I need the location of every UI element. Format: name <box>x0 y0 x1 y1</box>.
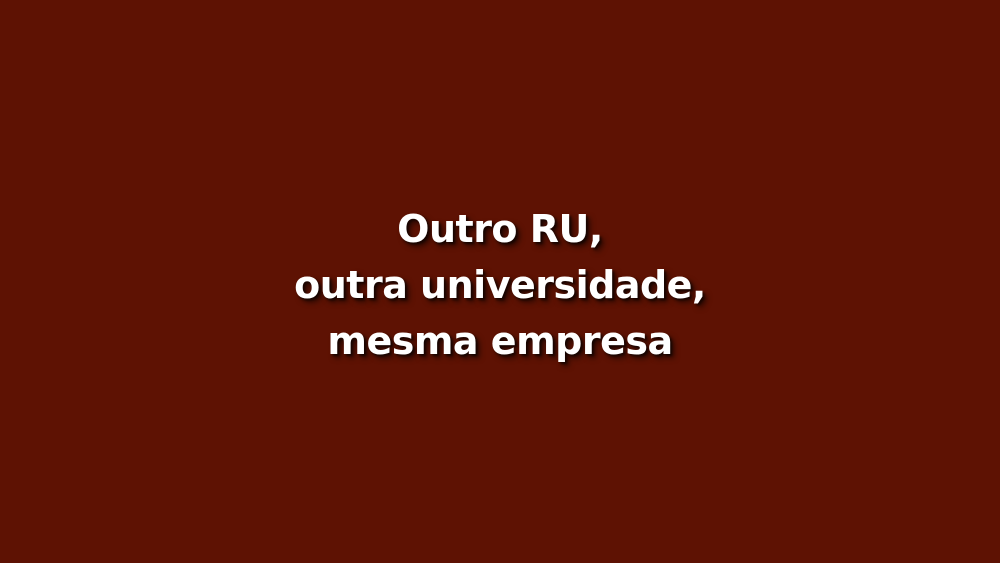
caption-line-2: outra universidade, <box>294 262 706 307</box>
caption-line-1: Outro RU, <box>397 206 603 251</box>
caption-text <box>294 201 706 369</box>
caption-line-3: mesma empresa <box>327 318 673 363</box>
